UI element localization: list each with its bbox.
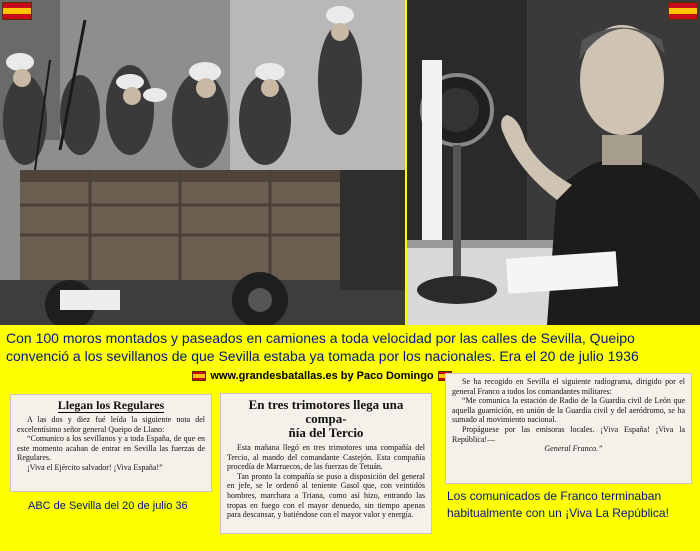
spanish-flag-icon	[2, 2, 32, 20]
clipping-paragraph: ¡Viva el Ejército salvador! ¡Viva España!”	[27, 462, 163, 472]
main-caption	[6, 330, 696, 365]
clipping-paragraph: Se ha recogido en Sevilla el siguiente radiograma, dirigido por el general Franco a todos los comandantes militares:	[452, 377, 685, 396]
clipping-title: En tres trimotores llega una compa- ñía del Tercio	[248, 397, 404, 440]
source-note: ABC de Sevilla del 20 de julio 36	[28, 500, 188, 512]
clipping-paragraph: Esta mañana llegó en tres trimotores una compañía del Tercio, al mando del comandante Castejón. Esta compañía procedía de Marruecos, de las fuerzas de Tetuán.	[227, 443, 425, 472]
clipping-paragraph: Tan pronto la compañía se puso a disposición del general en jefe, se le ordenó al teniente Gasol que, con veintidós hombres, marchara a Triana, como así hizo, entrando las tropas en fuego con el mayor denuedo, sin tiempo apenas para descansar, y batiéndose con el mayor valor y energía.	[227, 471, 425, 520]
clipping-regulares	[10, 394, 212, 492]
clipping-signature: General Franco.”	[544, 444, 603, 454]
clipping-body	[17, 415, 205, 473]
site-credit: www.grandesbatallas.es by Paco Domingo	[210, 370, 434, 382]
clipping-paragraph: “Me comunica la estación de Radio de la Guardia civil de León que aquella guarnición, en unión de la Guardia civil y del aeródromo, se ha sumado al movimiento nacional.	[452, 396, 685, 425]
clipping-body	[452, 377, 685, 454]
caption-line-1: Con 100 moros montados y paseados en camiones a toda velocidad por las calles de Sevilla, Queipo	[6, 330, 635, 346]
clipping-title: Llegan los Regulares	[57, 398, 165, 412]
clipping-body	[227, 443, 425, 520]
photo-queipo-radio	[407, 0, 700, 325]
caption-line-2: convenció a los sevillanos de que Sevilla estaba ya tomada por los nacionales. Era el 20 de julio 1936	[6, 347, 639, 364]
clipping-paragraph: A las dos y diez fué leída la siguiente nota del excelentísimo señor general Queipo de Llano:	[17, 415, 205, 434]
franco-note: Los comunicados de Franco terminaban habitualmente con un ¡Viva La República!	[447, 489, 669, 520]
truck-photo-illustration	[0, 0, 405, 325]
photo-moors-on-truck	[0, 0, 405, 325]
clipping-franco-radiogram	[445, 373, 692, 484]
spanish-flag-icon	[668, 2, 698, 20]
clipping-paragraph: Propáguese por las emisoras locales. ¡Viva España! ¡Viva la República!—	[452, 424, 685, 444]
clipping-paragraph: “Comunico a los sevillanos y a toda España, de que en este momento acaban de entrar en Sevilla las fuerzas de Regulares.	[17, 434, 205, 463]
clipping-tercio	[220, 393, 432, 534]
credit-bar	[182, 367, 462, 385]
queipo-photo-illustration	[407, 0, 700, 325]
spanish-flag-icon	[192, 371, 206, 381]
